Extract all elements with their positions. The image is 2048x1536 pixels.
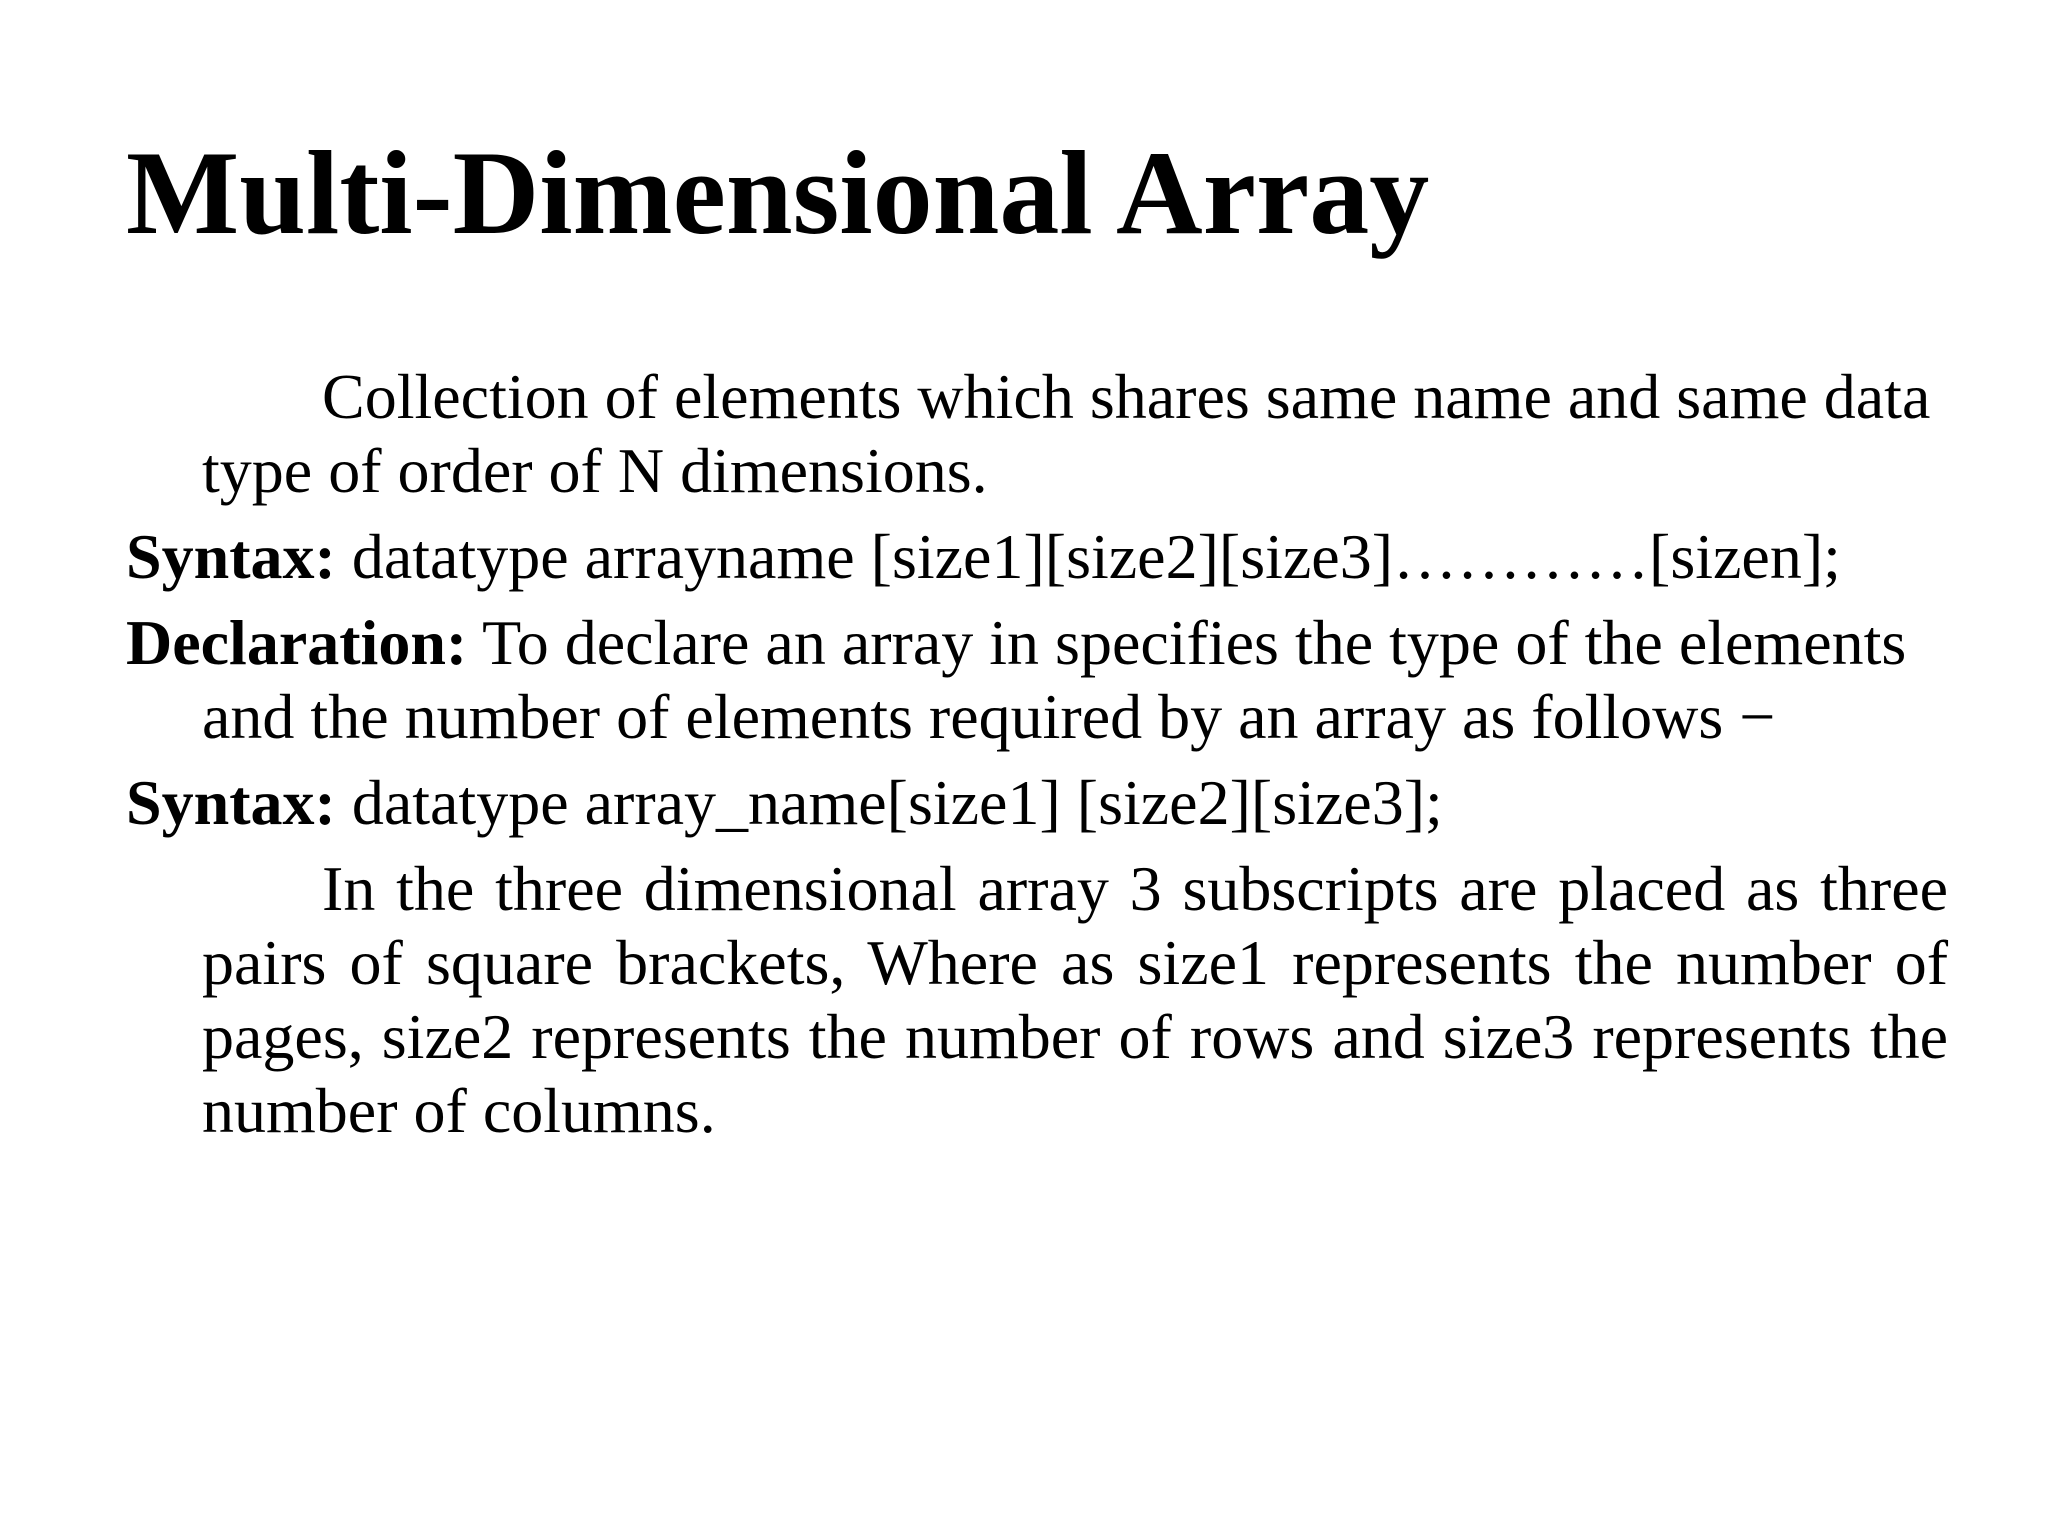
slide-body: [126, 360, 1948, 1160]
declaration-label: Declaration:: [126, 607, 468, 678]
intro-text: Collection of elements which shares same name and same data type of order of N dimensions.: [202, 361, 1931, 506]
syntax-paragraph-2: [126, 766, 1948, 840]
declaration-text: To declare an array in specifies the type of the elements and the number of elements required by an array as follows −: [202, 607, 1907, 752]
syntax-paragraph-1: [126, 520, 1948, 594]
syntax-text-2: datatype array_name[size1] [size2][size3];: [351, 767, 1443, 838]
explanation-paragraph: [126, 852, 1948, 1148]
slide-title: Multi-Dimensional Array: [126, 126, 1430, 259]
intro-paragraph: [126, 360, 1948, 508]
syntax-label-1: Syntax:: [126, 521, 336, 592]
syntax-text-1: datatype arrayname [size1][size2][size3]…………[sizen];: [351, 521, 1841, 592]
declaration-paragraph: [126, 606, 1948, 754]
syntax-label-2: Syntax:: [126, 767, 336, 838]
explanation-text: In the three dimensional array 3 subscripts are placed as three pairs of square brackets, Where as size1 represents the number of pages, size2 represents the number of rows and size3 represents the number of columns.: [202, 853, 1948, 1146]
